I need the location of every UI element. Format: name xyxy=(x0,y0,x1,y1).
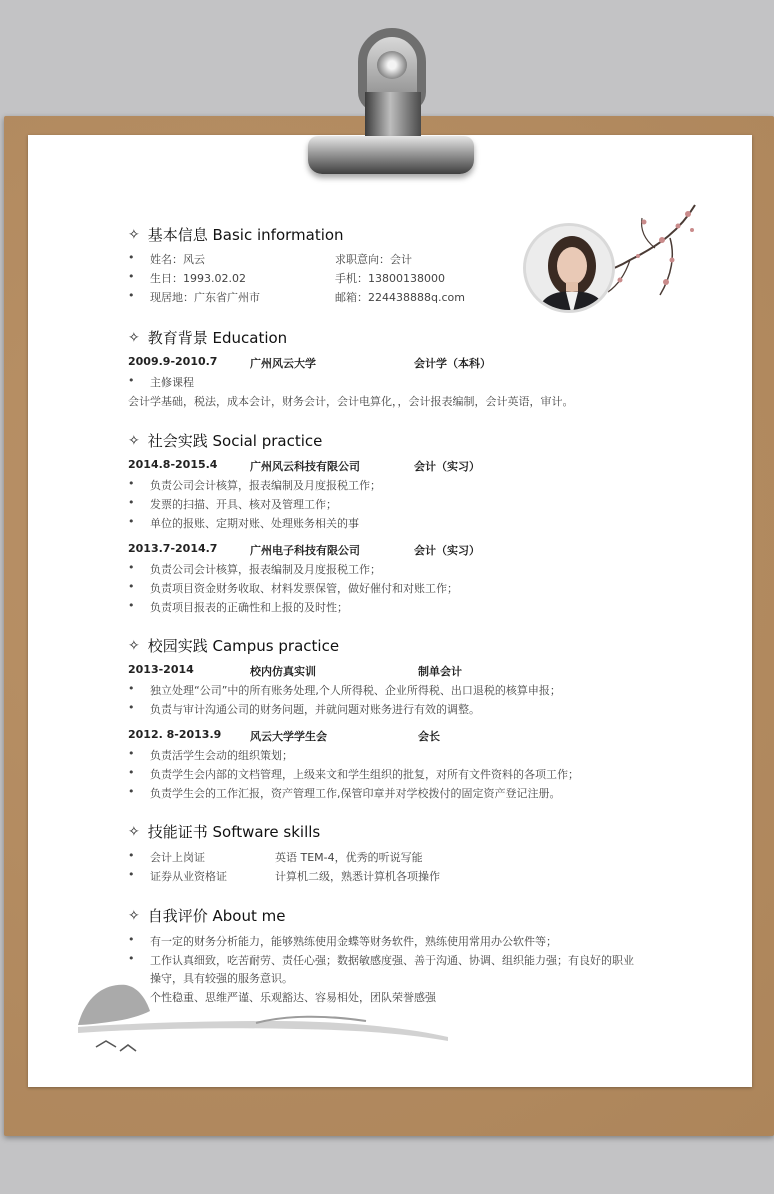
profile-photo xyxy=(523,223,615,313)
bullet-icon: • xyxy=(128,599,135,612)
bullet-icon: • xyxy=(128,496,135,509)
courses-label: 主修课程 xyxy=(150,376,194,389)
job-duty: 单位的报账、定期对账、处理账务相关的事 xyxy=(150,517,359,530)
campus-role: 制单会计 xyxy=(418,665,462,678)
info-name: 姓名：风云 xyxy=(150,253,205,266)
bullet-icon: • xyxy=(128,747,135,760)
info-birthday: 生日：1993.02.02 xyxy=(150,272,246,285)
diamond-star-icon: ✧ xyxy=(128,823,140,840)
section-heading-skills xyxy=(128,821,320,842)
job-role: 会计（实习） xyxy=(414,544,480,557)
job-period: 2013.7-2014.7 xyxy=(128,542,218,555)
bullet-icon: • xyxy=(128,561,135,574)
bullet-icon: • xyxy=(128,251,135,264)
bullet-icon: • xyxy=(128,701,135,714)
bullet-icon: • xyxy=(128,289,135,302)
bullet-icon: • xyxy=(128,515,135,528)
bullet-icon: • xyxy=(128,682,135,695)
skill-detail: 计算机二级，熟悉计算机各项操作 xyxy=(275,870,440,883)
diamond-star-icon: ✧ xyxy=(128,432,140,449)
campus-org: 风云大学学生会 xyxy=(250,730,327,743)
job-duty: 负责项目报表的正确性和上报的及时性； xyxy=(150,601,348,614)
about-line: 工作认真细致，吃苦耐劳、责任心强；数据敏感度强、善于沟通、协调、组织能力强；有良好的职业 xyxy=(150,954,634,967)
job-duty: 负责项目资金财务收取、材料发票保管，做好催付和对账工作； xyxy=(150,582,458,595)
bullet-icon: • xyxy=(128,477,135,490)
campus-period: 2012. 8-2013.9 xyxy=(128,728,222,741)
bullet-icon: • xyxy=(128,952,135,965)
job-org: 广州电子科技有限公司 xyxy=(250,544,360,557)
campus-duty: 负责学生会内部的文档管理，上级来文和学生组织的批复，对所有文件资料的各项工作； xyxy=(150,768,579,781)
section-heading-basic xyxy=(128,224,344,245)
section-title: 技能证书 Software skills xyxy=(147,823,321,841)
section-heading-campus xyxy=(128,635,339,656)
campus-period: 2013-2014 xyxy=(128,663,194,676)
bullet-icon: • xyxy=(128,785,135,798)
section-title: 基本信息 Basic information xyxy=(147,226,344,244)
job-duty: 发票的扫描、开具、核对及管理工作； xyxy=(150,498,337,511)
education-major: 会计学（本科） xyxy=(414,357,491,370)
campus-role: 会长 xyxy=(418,730,440,743)
bullet-icon: • xyxy=(128,580,135,593)
diamond-star-icon: ✧ xyxy=(128,329,140,346)
info-email: 邮箱：224438888q.com xyxy=(335,291,465,304)
about-line: 个性稳重、思维严谨、乐观豁达、容易相处，团队荣誉感强 xyxy=(150,991,436,1004)
campus-duty: 独立处理“公司”中的所有账务处理,个人所得税、企业所得税、出口退税的核算申报； xyxy=(150,684,561,697)
campus-duty: 负责学生会的工作汇报，资产管理工作,保管印章并对学校拨付的固定资产登记注册。 xyxy=(150,787,561,800)
campus-duty: 负责活学生会动的组织策划； xyxy=(150,749,293,762)
skill-detail: 英语 TEM-4，优秀的听说写能 xyxy=(275,851,423,864)
about-line: 操守，具有较强的服务意识。 xyxy=(150,972,293,985)
section-title: 自我评价 About me xyxy=(147,907,286,925)
section-heading-education xyxy=(128,327,287,348)
bullet-icon: • xyxy=(128,933,135,946)
campus-org: 校内仿真实训 xyxy=(250,665,316,678)
info-phone: 手机：13800138000 xyxy=(335,272,445,285)
section-title: 校园实践 Campus practice xyxy=(147,637,340,655)
about-line: 有一定的财务分析能力，能够熟练使用金蝶等财务软件，熟练使用常用办公软件等； xyxy=(150,935,557,948)
clip-hole xyxy=(377,51,407,79)
job-role: 会计（实习） xyxy=(414,460,480,473)
plum-branch-illustration xyxy=(600,200,700,310)
job-period: 2014.8-2015.4 xyxy=(128,458,218,471)
section-title: 教育背景 Education xyxy=(147,329,288,347)
education-period: 2009.9-2010.7 xyxy=(128,355,218,368)
job-org: 广州风云科技有限公司 xyxy=(250,460,360,473)
binder-clip-base xyxy=(308,136,474,174)
skill-cert: 会计上岗证 xyxy=(150,851,205,864)
education-school: 广州风云大学 xyxy=(250,357,316,370)
bullet-icon: • xyxy=(128,766,135,779)
job-duty: 负责公司会计核算，报表编制及月度报税工作； xyxy=(150,563,381,576)
section-heading-about xyxy=(128,905,285,926)
bullet-icon: • xyxy=(128,270,135,283)
bullet-icon: • xyxy=(128,849,135,862)
info-objective: 求职意向：会计 xyxy=(335,253,412,266)
courses-list: 会计学基础，税法，成本会计，财务会计，会计电算化，，会计报表编制，会计英语，审计。 xyxy=(128,395,574,408)
skill-cert: 证券从业资格证 xyxy=(150,870,227,883)
info-location: 现居地：广东省广州市 xyxy=(150,291,260,304)
diamond-star-icon: ✧ xyxy=(128,637,140,654)
section-heading-social xyxy=(128,430,322,451)
job-duty: 负责公司会计核算，报表编制及月度报税工作； xyxy=(150,479,381,492)
diamond-star-icon: ✧ xyxy=(128,907,140,924)
diamond-star-icon: ✧ xyxy=(128,226,140,243)
bullet-icon: • xyxy=(128,868,135,881)
section-title: 社会实践 Social practice xyxy=(147,432,323,450)
campus-duty: 负责与审计沟通公司的财务问题，并就问题对账务进行有效的调整。 xyxy=(150,703,480,716)
bullet-icon: • xyxy=(128,374,135,387)
binder-clip-neck xyxy=(365,92,421,140)
